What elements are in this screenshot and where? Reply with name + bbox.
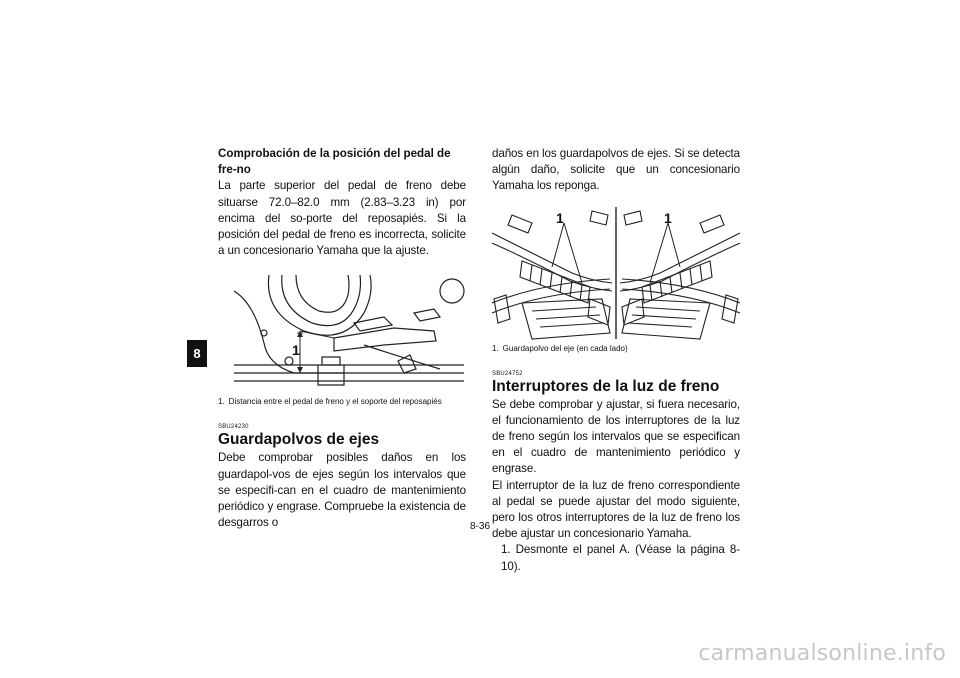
right-column (492, 146, 740, 575)
brake-figure-caption (218, 397, 466, 407)
brake-pedal-heading: Comprobación de la posición del pedal de fre-no (218, 147, 451, 177)
chapter-tab: 8 (187, 340, 207, 367)
section-code: SBU24230 (218, 424, 249, 431)
axle-figure-caption (492, 344, 740, 354)
axle-boots-paragraph: Debe comprobar posibles daños en los guardapol-vos de ejes según los intervalos que se especifi-can en el cuadro de mantenimiento periódico y engrase. Compruebe la existencia de desgarros o (218, 451, 466, 530)
axle-boots-title: Guardapolvos de ejes (218, 431, 380, 449)
axle-figure-callout-right: 1 (664, 209, 672, 226)
axle-boots-figure (492, 203, 740, 341)
page-number: 8-36 (469, 521, 490, 532)
brake-pedal-figure (234, 273, 466, 391)
caption-number: 1. (492, 343, 499, 353)
caption-number: 1. (218, 397, 225, 407)
watermark: carmanualsonline.info (698, 641, 946, 666)
brake-pedal-paragraph: La parte superior del pedal de freno debe situarse 72.0–82.0 mm (2.83–3.23 in) por encima del so-porte del reposapiés. Si la posición del pedal de freno es incorrecta, solicite a un concesionario Yamaha que la ajuste. (218, 179, 466, 258)
section-code: SBU24752 (492, 370, 523, 377)
brake-light-paragraph-1: Se debe comprobar y ajustar, si fuera necesario, el funcionamiento de los interruptores de la luz de freno según los intervalos que se especifican en el cuadro de mantenimiento periódico y engrase. (492, 397, 740, 476)
axle-boots-paragraph-continued: daños en los guardapolvos de ejes. Si se detecta algún daño, solicite que un concesionario Yamaha los reponga. (492, 147, 740, 193)
caption-text: Distancia entre el pedal de freno y el soporte del reposapiés (228, 397, 442, 407)
caption-text: Guardapolvo del eje (en cada lado) (502, 343, 628, 353)
brake-light-paragraph-2: El interruptor de la luz de freno correspondiente al pedal se puede ajustar del modo siguiente, pero los otros interruptores de la luz de freno los debe ajustar un concesionario Yamaha. (492, 478, 740, 541)
procedure-step-1: 1. Desmonte el panel A. (Véase la página 8-10). (501, 543, 740, 573)
brake-light-switches-title: Interruptores de la luz de freno (492, 377, 720, 395)
left-column (218, 146, 466, 531)
axle-figure-callout-left: 1 (556, 209, 564, 226)
brake-figure-callout: 1 (292, 342, 300, 359)
